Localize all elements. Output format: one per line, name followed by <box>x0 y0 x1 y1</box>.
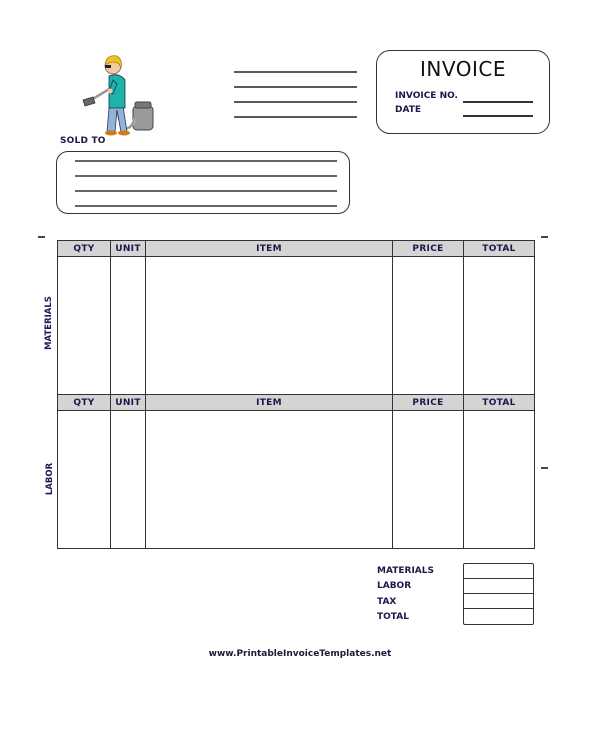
invoice-number-field[interactable] <box>463 101 533 103</box>
materials-table <box>57 240 534 395</box>
col-header-price: PRICE <box>393 395 464 411</box>
total-cell[interactable] <box>464 257 535 395</box>
totals-labor-label: LABOR <box>377 581 412 591</box>
footer-url: www.PrintableInvoiceTemplates.net <box>208 649 392 659</box>
totals-labor-field[interactable] <box>464 579 533 594</box>
fold-marker <box>541 236 548 238</box>
col-header-unit: UNIT <box>111 395 146 411</box>
invoice-number-label: INVOICE NO. <box>395 91 458 101</box>
totals-box <box>463 563 534 625</box>
date-field[interactable] <box>463 115 533 117</box>
sold-to-box <box>56 151 350 214</box>
vacuum-man-clipart-icon <box>75 48 165 138</box>
company-line[interactable] <box>234 86 357 88</box>
invoice-title: INVOICE <box>420 57 506 81</box>
sold-to-label: SOLD TO <box>60 136 106 146</box>
company-line[interactable] <box>234 116 357 118</box>
totals-total-field[interactable] <box>464 609 533 624</box>
col-header-qty: QTY <box>58 395 111 411</box>
materials-section-label: MATERIALS <box>43 296 54 350</box>
col-header-item: ITEM <box>146 241 393 257</box>
totals-materials-field[interactable] <box>464 564 533 579</box>
total-cell[interactable] <box>464 411 535 549</box>
totals-tax-label: TAX <box>377 597 397 607</box>
fold-marker <box>38 236 45 238</box>
totals-materials-label: MATERIALS <box>377 566 434 576</box>
sold-to-line[interactable] <box>75 160 337 162</box>
labor-table <box>57 394 534 549</box>
col-header-unit: UNIT <box>111 241 146 257</box>
totals-tax-field[interactable] <box>464 594 533 609</box>
sold-to-line[interactable] <box>75 190 337 192</box>
fold-marker <box>541 467 548 469</box>
col-header-qty: QTY <box>58 241 111 257</box>
company-line[interactable] <box>234 71 357 73</box>
date-label: DATE <box>395 105 422 115</box>
labor-section-label: LABOR <box>45 462 56 496</box>
item-cell[interactable] <box>146 411 393 549</box>
unit-cell[interactable] <box>111 257 146 395</box>
qty-cell[interactable] <box>58 257 111 395</box>
col-header-total: TOTAL <box>464 241 535 257</box>
col-header-item: ITEM <box>146 395 393 411</box>
invoice-info-box <box>376 50 550 134</box>
table-row <box>58 257 535 395</box>
qty-cell[interactable] <box>58 411 111 549</box>
unit-cell[interactable] <box>111 411 146 549</box>
company-line[interactable] <box>234 101 357 103</box>
sold-to-line[interactable] <box>75 205 337 207</box>
totals-total-label: TOTAL <box>377 612 409 622</box>
price-cell[interactable] <box>393 257 464 395</box>
col-header-price: PRICE <box>393 241 464 257</box>
col-header-total: TOTAL <box>464 395 535 411</box>
sold-to-line[interactable] <box>75 175 337 177</box>
price-cell[interactable] <box>393 411 464 549</box>
item-cell[interactable] <box>146 257 393 395</box>
table-row <box>58 411 535 549</box>
